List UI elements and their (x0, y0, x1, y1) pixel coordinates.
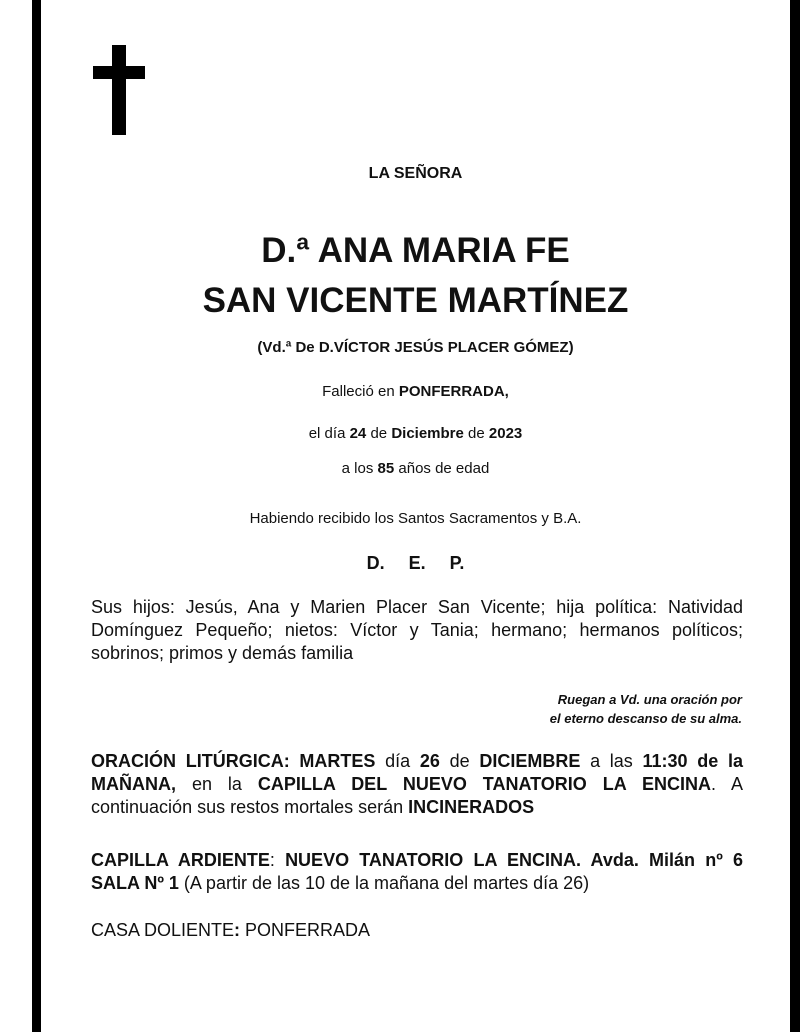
name-line-1: D.ª ANA MARIA FE (261, 231, 570, 270)
left-border (32, 0, 41, 1032)
death-place-line: Falleció en PONFERRADA, (322, 383, 509, 400)
death-place: PONFERRADA, (398, 383, 509, 400)
widow-of: (Vd.ª De D.VÍCTOR JESÚS PLACER GÓMEZ) (257, 339, 574, 356)
dep-line: D. E. P. (366, 553, 465, 573)
house-paragraph: CASA DOLIENTE: PONFERRADA (91, 920, 371, 940)
chapel-paragraph: CAPILLA ARDIENTE: NUEVO TANATORIO LA ENCINA. Avda. Milán nº 6 SALA Nº 1 (A partir de las 10 de la mañana del martes día 26) (91, 850, 743, 893)
family-paragraph: Sus hijos: Jesús, Ana y Marien Placer San Vicente; hija política: Natividad Domínguez Pequeño; nietos: Víctor y Tania; hermano; hermanos políticos; sobrinos; primos y demás familia (91, 597, 743, 663)
cross-icon (93, 45, 145, 135)
name-line-2: SAN VICENTE MARTÍNEZ (202, 281, 629, 320)
right-border (790, 0, 800, 1032)
liturgy-paragraph: ORACIÓN LITÚRGICA: MARTES día 26 de DICIEMBRE a las 11:30 de la MAÑANA, en la CAPILLA DEL NUEVO TANATORIO LA ENCINA. A continuación sus restos mortales serán INCINERADOS (91, 751, 744, 817)
age-line: a los 85 años de edad (341, 460, 490, 477)
prayer-request: Ruegan a Vd. una oración por el eterno descanso de su alma. (549, 692, 742, 726)
sacraments-line: Habiendo recibido los Santos Sacramentos y B.A. (249, 510, 582, 527)
death-date-line: el día 24 de Diciembre de 2023 (308, 425, 523, 442)
title-la-senora: LA SEÑORA (368, 165, 463, 182)
deceased-name (41, 226, 790, 326)
